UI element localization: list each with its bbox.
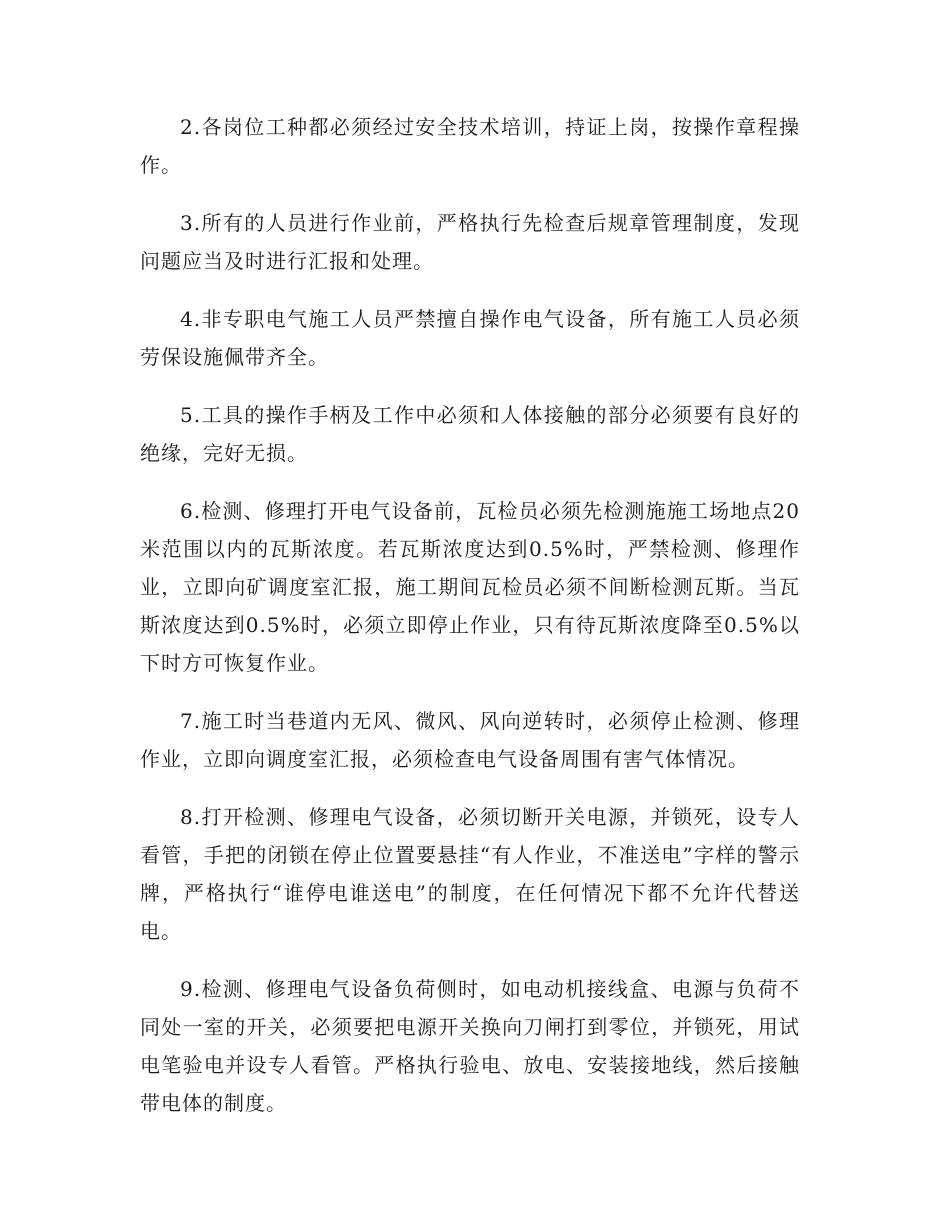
paragraph-item-9: 9.检测、修理电气设备负荷侧时，如电动机接线盒、电源与负荷不同处一室的开关，必须要把电源开关换向刀闸打到零位，并锁死，用试电笔验电并设专人看管。严格执行验电、放电、安装接地线，然后接触带电体的制度。 xyxy=(140,977,800,1115)
paragraph-item-6: 6.检测、修理打开电气设备前，瓦检员必须先检测施施工场地点20米范围以内的瓦斯浓度。若瓦斯浓度达到0.5%时，严禁检测、修理作业，立即向矿调度室汇报，施工期间瓦检员必须不间断检测瓦斯。当瓦斯浓度达到0.5%时，必须立即停止作业，只有待瓦斯浓度降至0.5%以下时方可恢复作业。 xyxy=(140,499,800,675)
paragraph-item-5: 5.工具的操作手柄及工作中必须和人体接触的部分必须要有良好的绝缘，完好无损。 xyxy=(140,403,800,465)
paragraph-item-2: 2.各岗位工种都必须经过安全技术培训，持证上岗，按操作章程操作。 xyxy=(140,115,800,177)
paragraph-item-4: 4.非专职电气施工人员严禁擅自操作电气设备，所有施工人员必须劳保设施佩带齐全。 xyxy=(140,307,800,369)
paragraph-item-8: 8.打开检测、修理电气设备，必须切断开关电源，并锁死，设专人看管，手把的闭锁在停止位置要悬挂“有人作业，不准送电”字样的警示牌，严格执行“谁停电谁送电”的制度，在任何情况下都不允许代替送电。 xyxy=(140,805,800,943)
paragraph-item-3: 3.所有的人员进行作业前，严格执行先检查后规章管理制度，发现问题应当及时进行汇报和处理。 xyxy=(140,211,800,273)
paragraph-item-7: 7.施工时当巷道内无风、微风、风向逆转时，必须停止检测、修理作业，立即向调度室汇报，必须检查电气设备周围有害气体情况。 xyxy=(140,709,800,771)
